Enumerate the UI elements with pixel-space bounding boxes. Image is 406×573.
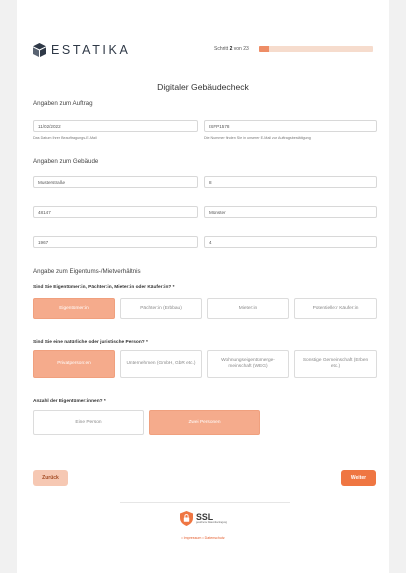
footer-links — [17, 536, 389, 540]
order-date-input[interactable] — [33, 120, 198, 132]
question-role: Sind Sie Eigentümer:in, Pächter:in, Mieter:in oder Käufer:in? * — [33, 285, 175, 290]
order-number-hint: Die Nummer finden Sie in unserer E-Mail zur Auftragsbestätigung — [204, 136, 311, 140]
shield-lock-icon — [180, 511, 193, 526]
privacy-link[interactable]: Datenschutz — [204, 536, 225, 540]
page-title: Digitaler Gebäudecheck — [157, 82, 249, 92]
estatika-logo-icon — [33, 43, 46, 57]
ssl-text — [196, 513, 227, 524]
section-heading-building: Angaben zum Gebäude — [33, 158, 99, 165]
street-input[interactable] — [33, 176, 198, 188]
city-input[interactable] — [204, 206, 377, 218]
step-prefix: Schritt — [214, 46, 229, 52]
logo-text: ESTATIKA — [51, 43, 131, 57]
section-heading-order: Angaben zum Auftrag — [33, 100, 93, 107]
option-privatperson[interactable]: Privatperson:en — [33, 350, 115, 378]
ssl-sub-text: gesicherte Datenübertragung — [196, 521, 227, 524]
option-kaeufer[interactable]: Potentielle:r Käufer:in — [294, 298, 377, 319]
option-paechter[interactable]: Pächter:in (Erbbau) — [120, 298, 202, 319]
step-total: 23 — [243, 46, 249, 52]
step-current: 2 — [229, 46, 233, 52]
progress-bar-fill — [259, 46, 269, 52]
construction-year-input[interactable] — [33, 236, 198, 248]
option-eine-person[interactable]: Eine Person — [33, 410, 144, 435]
step-separator: von — [233, 46, 242, 52]
option-mieter[interactable]: Mieter:in — [207, 298, 289, 319]
footer-bullet: • — [181, 536, 183, 540]
back-button[interactable]: Zurück — [33, 470, 68, 486]
ssl-badge — [180, 511, 227, 526]
form-page — [17, 0, 389, 573]
progress-bar — [259, 46, 373, 52]
order-date-hint: Das Datum Ihrer Beauftragungs-E-Mail — [33, 136, 97, 140]
footer-divider — [120, 502, 290, 503]
step-indicator — [214, 46, 249, 52]
next-button[interactable]: Weiter — [341, 470, 376, 486]
option-unternehmen[interactable]: Unternehmen (GmbH, GbR etc.) — [120, 350, 202, 378]
order-number-input[interactable] — [204, 120, 377, 132]
house-number-input[interactable] — [204, 176, 377, 188]
zip-input[interactable] — [33, 206, 198, 218]
option-weg[interactable]: Wohnungseigentümerge-meinschaft (WEG) — [207, 350, 289, 378]
option-zwei-personen[interactable]: Zwei Personen — [149, 410, 260, 435]
estatika-logo[interactable] — [33, 43, 130, 57]
question-person-type: Sind Sie eine natürliche oder juristische Person? * — [33, 340, 148, 345]
question-owner-count: Anzahl der Eigentümer:innen? * — [33, 399, 106, 404]
ssl-main-text: SSL — [196, 512, 214, 522]
option-sonstige[interactable]: Sonstige Gemeinschaft (Erben etc.) — [294, 350, 377, 378]
footer-bullet: • — [202, 536, 204, 540]
option-eigentuemer[interactable]: Eigentümer:in — [33, 298, 115, 319]
units-input[interactable] — [204, 236, 377, 248]
section-heading-ownership: Angabe zum Eigentums-/Mietverhältnis — [33, 268, 141, 275]
imprint-link[interactable]: Impressum — [183, 536, 202, 540]
